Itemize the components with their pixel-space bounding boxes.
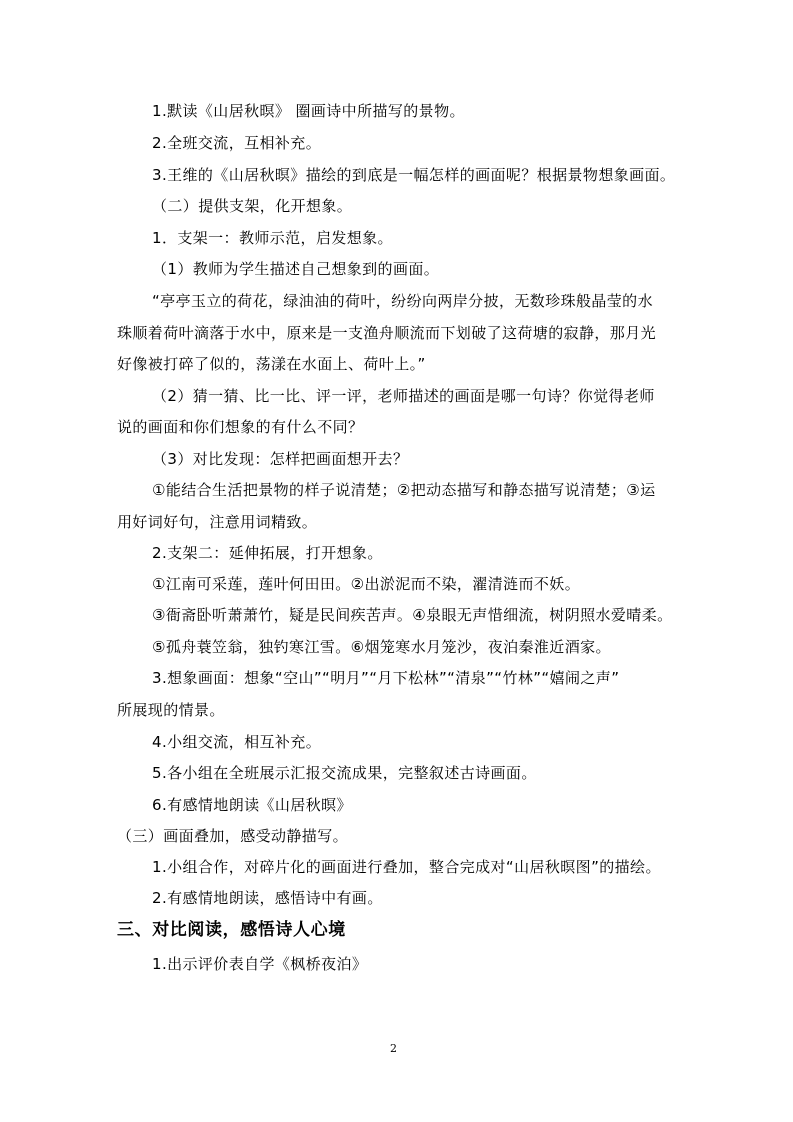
step-4-group-exchange: 4.小组交流，相互补充。 bbox=[152, 733, 322, 751]
teacher-example-line-3: 好像被打碎了似的，荡漾在水面上、荷叶上。” bbox=[117, 355, 426, 373]
scaffold-2-title: 2.支架二：延伸拓展，打开想象。 bbox=[152, 544, 383, 562]
step-3-imagine-line-1: 3.想象画面：想象“空山”“明月”“月下松林”“清泉”“竹林”“嬉闹之声” bbox=[152, 669, 620, 687]
step-3-imagine-scene: 3.王维的《山居秋暝》描绘的到底是一幅怎样的画面呢？根据景物想象画面。 bbox=[152, 166, 676, 184]
read-with-feeling-step: 2.有感情地朗读，感悟诗中有画。 bbox=[152, 889, 383, 907]
step-2-class-exchange: 2.全班交流，互相补充。 bbox=[152, 134, 322, 152]
scaffold-1-item-1: （1）教师为学生描述自己想象到的画面。 bbox=[152, 260, 440, 278]
poem-lines-1: ①江南可采莲，莲叶何田田。②出淤泥而不染，濯清涟而不妖。 bbox=[152, 575, 581, 593]
scaffold-1-item-3: （3）对比发现：怎样把画面想开去？ bbox=[152, 450, 409, 468]
step-3-imagine-line-2: 所展现的情景。 bbox=[117, 701, 225, 719]
subsection-2-title: （二）提供支架，化开想象。 bbox=[152, 197, 353, 215]
page-number: 2 bbox=[390, 1042, 397, 1055]
teacher-example-line-2: 珠顺着荷叶滴落于水中，原来是一支渔舟顺流而下划破了这荷塘的寂静，那月光 bbox=[117, 324, 657, 342]
scaffold-1-item-2-line-2: 说的画面和你们想象的有什么不同？ bbox=[117, 418, 364, 436]
poem-lines-3: ⑤孤舟蓑笠翁，独钓寒江雪。⑥烟笼寒水月笼沙，夜泊秦淮近酒家。 bbox=[152, 638, 611, 656]
poem-lines-2: ③衙斋卧听萧萧竹，疑是民间疾苦声。④泉眼无声惜细流，树阴照水爱晴柔。 bbox=[152, 606, 673, 624]
teacher-example-line-1: “亭亭玉立的荷花，绿油油的荷叶，纷纷向两岸分披，无数珍珠般晶莹的水 bbox=[152, 292, 653, 310]
step-6-read-aloud: 6.有感情地朗读《山居秋暝》 bbox=[152, 796, 352, 814]
findings-line-1: ①能结合生活把景物的样子说清楚；②把动态描写和静态描写说清楚；③运 bbox=[152, 481, 656, 499]
findings-line-2: 用好词好句，注意用词精致。 bbox=[117, 513, 318, 531]
step-1-silent-reading: 1.默读《山居秋暝》 圈画诗中所描写的景物。 bbox=[152, 102, 465, 120]
self-study-step: 1.出示评价表自学《枫桥夜泊》 bbox=[152, 955, 368, 973]
step-5-group-report: 5.各小组在全班展示汇报交流成果，完整叙述古诗画面。 bbox=[152, 764, 537, 782]
scaffold-1-title: 1．支架一：教师示范，启发想象。 bbox=[152, 229, 393, 247]
scaffold-1-item-2-line-1: （2）猜一猜、比一比、评一评，老师描述的画面是哪一句诗？你觉得老师 bbox=[152, 387, 655, 405]
group-work-step: 1.小组合作，对碎片化的画面进行叠加，整合完成对“山居秋暝图”的描绘。 bbox=[152, 858, 661, 876]
subsection-3-title: （三）画面叠加，感受动静描写。 bbox=[117, 827, 349, 845]
section-3-heading: 三、对比阅读，感悟诗人心境 bbox=[117, 920, 346, 940]
